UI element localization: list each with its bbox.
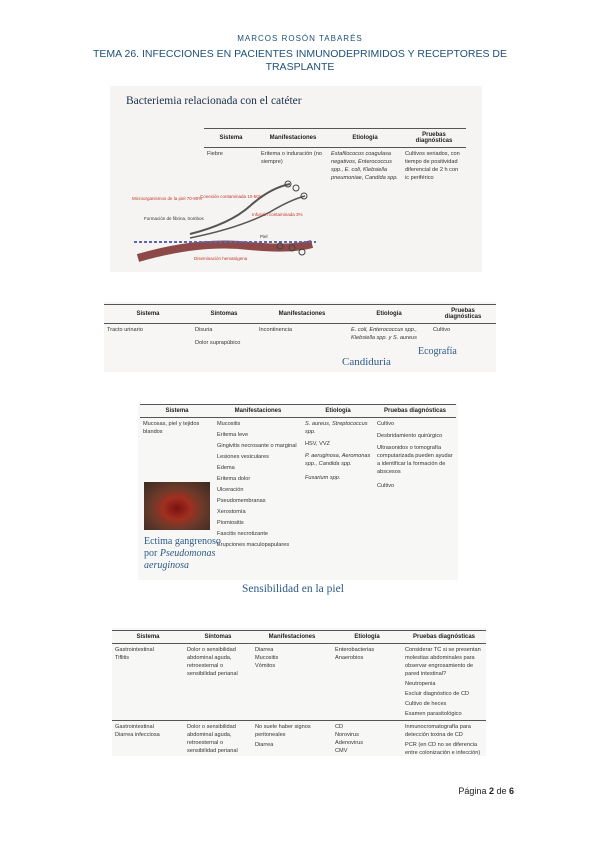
sintoma-line: Dolor o sensibilidad abdominal aguda, (187, 647, 236, 661)
cell-sintomas (184, 644, 252, 721)
label-infusion-text: Infusión contaminada 3% (252, 212, 303, 217)
sintoma-line: Dolor o sensibilidad abdominal aguda, retroesternal o sensibilidad perianal (187, 724, 238, 754)
manif-line: Diarrea (255, 647, 274, 653)
cell-manifestaciones (214, 418, 302, 552)
cell-etiologia: E. coli, Enterococcus spp., Klebsiella spp. y S. aureus (351, 327, 417, 341)
manif-item: Edema (217, 465, 235, 471)
etio-line: CMV (335, 748, 348, 754)
manif-item: Piomiositis (217, 520, 244, 526)
prueba-item: Cultivo (377, 421, 395, 427)
etio-line: Adenovirus (335, 740, 363, 746)
sensibilidad-label: Sensibilidad en la piel (242, 583, 344, 595)
label-diseminacion-text: Diseminación hematógena (194, 256, 248, 261)
manif-line: Vómitos (255, 663, 276, 669)
manif-item: Lesiones vesiculares (217, 454, 269, 460)
cell-etiologia: Estafilococos coagulasa negativos, Enterococcus spp., E. coli, Klebsiella pneumoniae, Candida spp. (331, 151, 398, 181)
prueba-line: Neutropenia (405, 681, 436, 687)
candiduria-label: Candiduria (342, 356, 391, 368)
document-title: TEMA 26. INFECCIONES EN PACIENTES INMUNODEPRIMIDOS Y RECEPTORES DE TRASPLANTE (92, 48, 508, 73)
col-pruebas: Pruebas diagnósticas (402, 129, 466, 148)
label-micro-text: Microorganismos de la piel 70-90% (132, 196, 203, 201)
col-sintomas: Síntomas (184, 631, 252, 644)
catheter-panel (110, 86, 482, 272)
etio-item: HSV, VVZ (305, 441, 330, 447)
sintoma-item: Dolor suprapúbico (195, 340, 241, 346)
col-manifestaciones: Manifestaciones (258, 129, 328, 148)
urinary-panel (104, 302, 496, 372)
etio-item: P. aeruginosa, Aeromonas spp., Candida spp. (305, 453, 371, 467)
prueba-item: Desbridamiento quirúrgico (377, 433, 443, 439)
label-conexion (200, 194, 263, 199)
gastro-panel (112, 628, 486, 756)
manif-item: Eritema leve (217, 432, 249, 438)
cell-pruebas: Cultivos seriados, con tiempo de positividad diferencial de 2 h con ic periférico (405, 151, 460, 181)
col-manifestaciones: Manifestaciones (214, 405, 302, 418)
sistema-line: Tiflitis (115, 655, 130, 661)
cell-sistema (112, 721, 184, 760)
catheter-tube-2 (190, 196, 305, 238)
col-etiologia: Etiología (348, 305, 430, 324)
col-manifestaciones: Manifestaciones (256, 305, 348, 324)
label-diseminacion (194, 256, 248, 261)
manif-item: Eritema dolor (217, 476, 251, 482)
cell-sistema: Tracto urinario (107, 327, 143, 333)
etio-item: S. aureus, Streptococcus spp. (305, 421, 368, 435)
label-infusion (252, 212, 303, 217)
label-micro (132, 196, 202, 201)
ectima-text: Ectima gangrenoso por (144, 536, 221, 559)
col-pruebas: Pruebas diagnósticas (374, 405, 456, 418)
cell-sintomas (192, 324, 256, 350)
label-conexion-text: Conexión contaminada 10-50% (200, 194, 263, 199)
etio-line: Anaerobios (335, 655, 364, 661)
manif-item: Fascitis necrotizante (217, 531, 268, 537)
etio-line: Enterobacterias (335, 647, 375, 653)
sintoma-line: retroesternal o sensibilidad perianal (187, 663, 238, 677)
col-sintomas: Síntomas (192, 305, 256, 324)
author-name: MARCOS ROSÓN TABARÉS (237, 34, 363, 43)
prueba-line: Inmunocromatografía para detección toxina de CD (405, 724, 471, 738)
cell-manifestaciones: Incontinencia (259, 327, 292, 333)
ecografia-label: Ecografía (418, 346, 457, 357)
cell-pruebas (402, 721, 486, 760)
cell-manifestaciones (252, 644, 332, 721)
skin-panel (138, 404, 458, 580)
col-sistema: Sistema (104, 305, 192, 324)
cell-etiologia (302, 418, 374, 552)
label-piel (260, 234, 268, 239)
cell-sistema (112, 644, 184, 721)
col-sistema: Sistema (112, 631, 184, 644)
catheter-heading: Bacteriemia relacionada con el catéter (126, 95, 302, 107)
col-sistema: Sistema (204, 129, 258, 148)
etio-line: Norovirus (335, 732, 359, 738)
etio-item: Fusarium spp. (305, 475, 341, 481)
pseudomonas-text: Pseudomonas aeruginosa (144, 548, 216, 571)
manif-item: Ulceración (217, 487, 244, 493)
catheter-diagram (130, 176, 320, 268)
gastro-table (112, 630, 486, 759)
ectima-caption (144, 536, 224, 572)
prueba-line: PCR (en CD no se diferencia entre colonización e infección) (405, 742, 481, 756)
etio-line: CD (335, 724, 344, 730)
table-row (112, 644, 486, 721)
page-number (458, 786, 514, 796)
cell-etiologia (332, 644, 402, 721)
manif-item: Xerostomía (217, 509, 246, 515)
manif-line: Diarrea (255, 742, 274, 748)
ectima-photo (144, 482, 210, 530)
col-etiologia: Etiología (302, 405, 374, 418)
col-pruebas: Pruebas diagnósticas (430, 305, 496, 324)
urinary-table (104, 304, 496, 349)
prueba-item: Ultrasonidos o tomografía computarizada pueden ayudar a identificar la formación de abscesos (377, 445, 453, 475)
table-row (112, 721, 486, 760)
page-mid: de (493, 786, 509, 796)
manif-line: No suele haber signos peritoneales (255, 724, 311, 738)
sistema-line: Gastrointestinal (115, 724, 154, 730)
prueba-line: Examen parasitológico (405, 711, 462, 717)
cell-sistema: Fiebre (207, 151, 223, 157)
manif-item: Gingivitis necrosante o marginal (217, 443, 297, 449)
col-etiologia: Etiología (332, 631, 402, 644)
label-piel-text: Piel (260, 234, 268, 239)
manif-item: Pseudomembranas (217, 498, 266, 504)
label-fibrina-text: Formación de fibrina, trombos (144, 216, 204, 221)
manif-item: Erupciones maculopapulares (217, 542, 290, 548)
cell-pruebas (374, 418, 456, 552)
page-current: 2 (488, 786, 494, 796)
cell-sintomas (184, 721, 252, 760)
manif-item: Mucositis (217, 421, 241, 427)
page-prefix: Página (458, 786, 489, 796)
sistema-line: Diarrea infecciosa (115, 732, 160, 738)
col-sistema: Sistema (140, 405, 214, 418)
prueba-item: Cultivo (377, 483, 395, 489)
cell-manifestaciones: Eritema o induración (no siempre) (261, 151, 322, 165)
cell-pruebas (402, 644, 486, 721)
col-pruebas: Pruebas diagnósticas (402, 631, 486, 644)
sistema-line: Gastrointestinal (115, 647, 154, 653)
label-fibrina (144, 216, 205, 221)
col-etiologia: Etiología (328, 129, 402, 148)
page-total: 6 (508, 786, 514, 796)
cell-etiologia (332, 721, 402, 760)
cell-manifestaciones (252, 721, 332, 760)
cell-pruebas: Cultivo (433, 327, 451, 333)
col-manifestaciones: Manifestaciones (252, 631, 332, 644)
cell-sistema: Mucosas, piel y tejidos blandos (143, 421, 200, 435)
prueba-line: Considerar TC si se presentan molestias abdominales para observar engrosamiento de pared intestinal? (405, 647, 481, 677)
sintoma-item: Disuria (195, 327, 213, 333)
manif-line: Mucositis (255, 655, 279, 661)
prueba-line: Cultivo de heces (405, 701, 447, 707)
prueba-line: Excluir diagnóstico de CD (405, 691, 470, 697)
